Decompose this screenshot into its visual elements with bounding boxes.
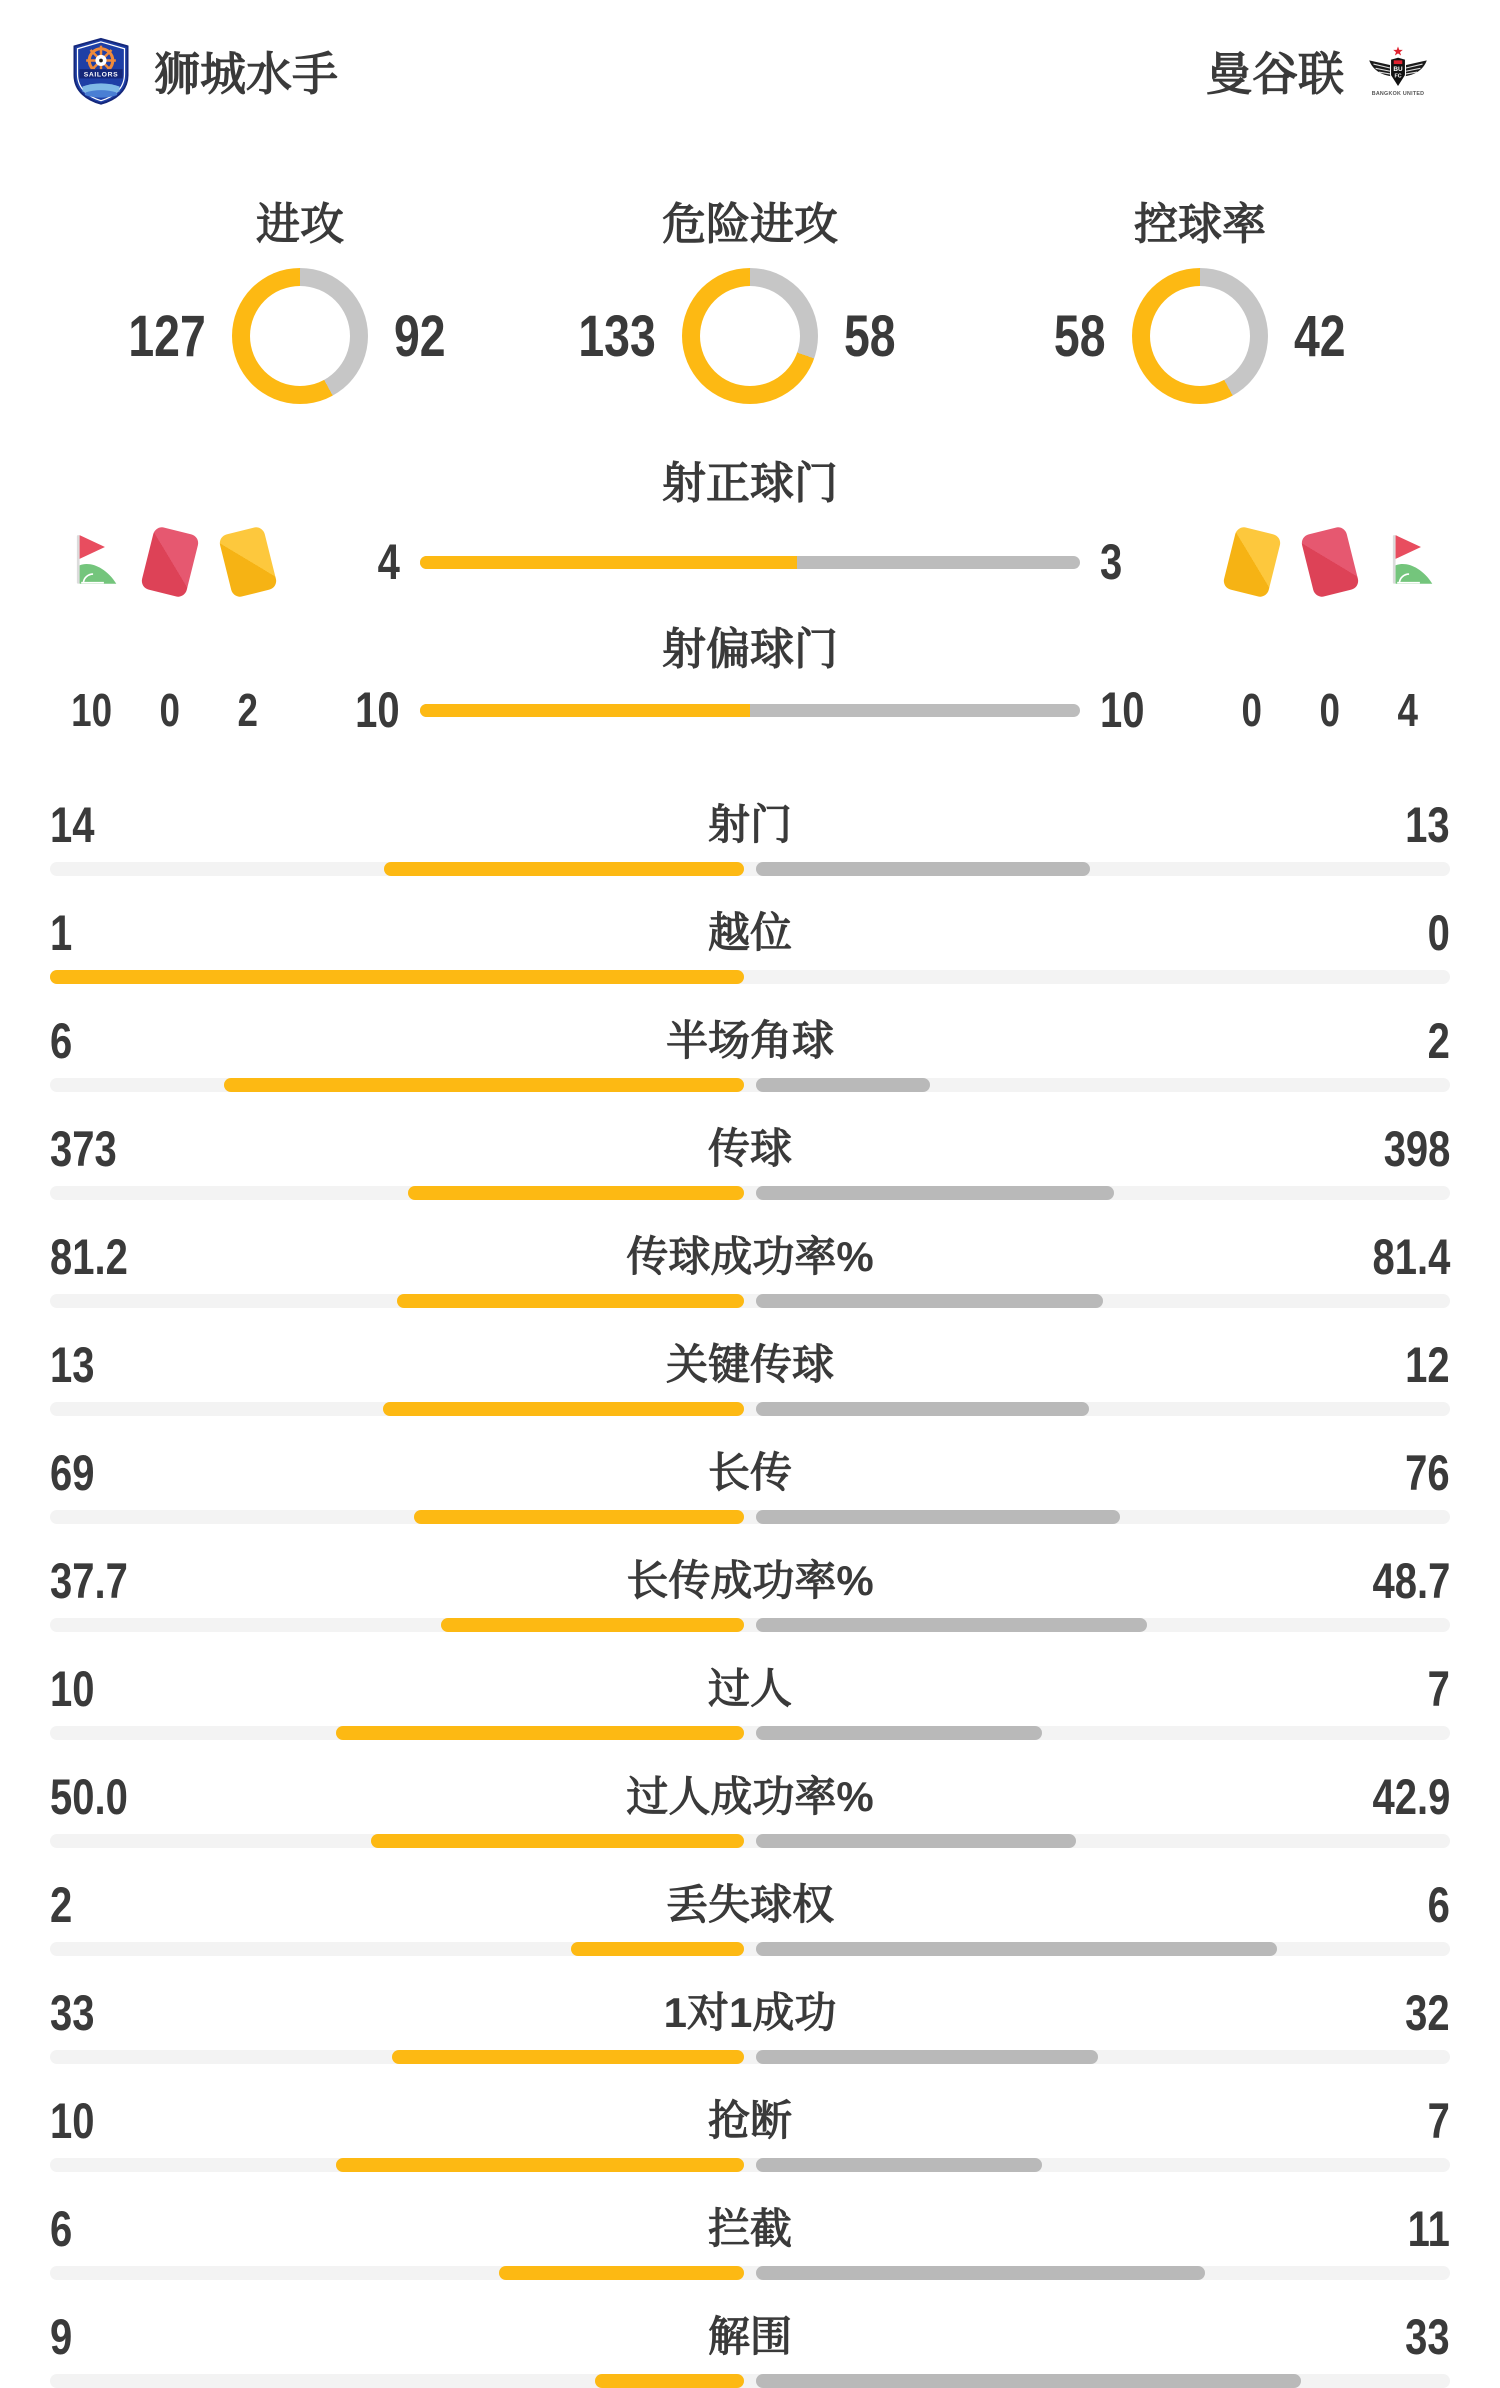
stat-row	[50, 1662, 1450, 1740]
stat-away-value: 12	[1405, 1337, 1450, 1393]
stat-away-value: 42.9	[1372, 1769, 1450, 1825]
donut-home-value: 127	[128, 303, 206, 369]
shots-on-target-home-value: 4	[377, 534, 400, 590]
away-yellow-cards-count: 0	[1241, 684, 1263, 736]
stat-home-value: 2	[50, 1877, 73, 1933]
stat-label: 传球	[707, 1125, 792, 1172]
corner-flag-icon	[1381, 514, 1435, 611]
svg-text:SAILORS: SAILORS	[83, 71, 119, 79]
shots-section	[0, 456, 1500, 742]
stat-label: 解围	[707, 2313, 792, 2360]
shots-off-target-title: 射偏球门	[662, 625, 838, 674]
stat-label: 过人	[707, 1665, 792, 1712]
stat-label: 射门	[707, 801, 792, 848]
stat-label: 越位	[707, 909, 792, 956]
team-away	[1206, 38, 1430, 104]
stat-home-value: 37.7	[50, 1553, 128, 1609]
corner-flag-icon	[65, 514, 119, 611]
stat-row	[50, 1770, 1450, 1848]
stat-row	[50, 1014, 1450, 1092]
stat-bar-chart	[50, 2158, 1450, 2172]
stat-home-value: 10	[50, 1661, 95, 1717]
stat-label: 抢断	[707, 2097, 792, 2144]
stat-away-value: 398	[1383, 1121, 1450, 1177]
stat-home-value: 14	[50, 797, 95, 853]
stat-row	[50, 1554, 1450, 1632]
stat-home-value: 6	[50, 1013, 73, 1069]
shots-on-target-away-value: 3	[1100, 534, 1123, 590]
stat-home-value: 13	[50, 1337, 95, 1393]
team-away-logo-icon	[1366, 41, 1430, 101]
stat-row	[50, 1338, 1450, 1416]
stat-row	[50, 1986, 1450, 2064]
stat-label: 半场角球	[665, 1017, 834, 1064]
stat-home-value: 6	[50, 2201, 73, 2257]
stat-label: 关键传球	[665, 1341, 834, 1388]
yellow-card-icon	[218, 525, 278, 598]
stat-home-value: 10	[50, 2093, 95, 2149]
shots-on-target-bar	[420, 556, 1080, 569]
stat-row	[50, 906, 1450, 984]
red-card-icon	[1300, 525, 1360, 598]
team-away-name: 曼谷联	[1206, 48, 1344, 100]
stat-row	[50, 2202, 1450, 2280]
stat-away-value: 48.7	[1372, 1553, 1450, 1609]
stat-home-value: 50.0	[50, 1769, 128, 1825]
donut-title: 危险进攻	[662, 200, 838, 249]
stat-away-value: 33	[1405, 2309, 1450, 2365]
stat-home-value: 33	[50, 1985, 95, 2041]
stat-bar-chart	[50, 1186, 1450, 1200]
donut-home-value: 133	[578, 303, 656, 369]
stat-label: 拦截	[707, 2205, 792, 2252]
stat-home-value: 373	[50, 1121, 117, 1177]
donut-ring-chart	[1132, 268, 1268, 404]
stat-row	[50, 798, 1450, 876]
team-home-name: 狮城水手	[154, 48, 338, 100]
stat-bar-chart	[50, 2266, 1450, 2280]
stat-away-value: 32	[1405, 1985, 1450, 2041]
yellow-card-icon	[1222, 525, 1282, 598]
shots-on-target-title: 射正球门	[662, 459, 838, 508]
donut-group	[986, 188, 1414, 404]
donut-title: 控球率	[1134, 200, 1266, 249]
stat-bar-chart	[50, 1834, 1450, 1848]
stat-bar-chart	[50, 1402, 1450, 1416]
donut-section	[0, 188, 1500, 404]
stat-row	[50, 1230, 1450, 1308]
stat-home-value: 69	[50, 1445, 95, 1501]
stat-bar-chart	[50, 1726, 1450, 1740]
stat-bar-chart	[50, 1618, 1450, 1632]
shots-off-target-home-value: 10	[355, 682, 400, 738]
team-home	[70, 37, 338, 105]
red-card-icon	[140, 525, 200, 598]
stat-bar-chart	[50, 970, 1450, 984]
home-yellow-cards-count: 2	[237, 684, 259, 736]
stat-away-value: 76	[1405, 1445, 1450, 1501]
stat-away-value: 0	[1427, 905, 1450, 961]
stat-home-value: 9	[50, 2309, 73, 2365]
stat-label: 传球成功率%	[626, 1233, 874, 1280]
stat-away-value: 13	[1405, 797, 1450, 853]
stat-bar-chart	[50, 1942, 1450, 1956]
stat-row	[50, 1122, 1450, 1200]
svg-text:BANGKOK UNITED: BANGKOK UNITED	[1371, 91, 1425, 97]
stat-label: 长传	[707, 1449, 792, 1496]
stat-label: 长传成功率%	[626, 1557, 874, 1604]
donut-title: 进攻	[256, 200, 344, 249]
stat-bar-chart	[50, 2374, 1450, 2388]
shots-off-target-bar	[420, 704, 1080, 717]
stat-home-value: 1	[50, 905, 73, 961]
stat-away-value: 11	[1407, 2201, 1450, 2257]
stat-row	[50, 1878, 1450, 1956]
home-corners-count: 10	[71, 684, 113, 736]
donut-away-value: 92	[394, 303, 446, 369]
stat-row	[50, 2094, 1450, 2172]
stat-bar-chart	[50, 1078, 1450, 1092]
stat-label: 过人成功率%	[626, 1773, 874, 1820]
header	[0, 0, 1500, 112]
svg-text:BU: BU	[1393, 66, 1403, 73]
home-red-cards-count: 0	[159, 684, 181, 736]
shots-off-target-away-value: 10	[1100, 682, 1145, 738]
donut-ring-chart	[232, 268, 368, 404]
stat-label: 1对1成功	[663, 1989, 837, 2036]
team-home-logo-icon	[70, 37, 132, 105]
stat-away-value: 7	[1427, 1661, 1450, 1717]
donut-group	[536, 188, 964, 404]
stats-list	[0, 798, 1500, 2388]
donut-group	[86, 188, 514, 404]
donut-away-value: 42	[1294, 303, 1346, 369]
stat-bar-chart	[50, 862, 1450, 876]
away-red-cards-count: 0	[1319, 684, 1341, 736]
donut-ring-chart	[682, 268, 818, 404]
stat-row	[50, 1446, 1450, 1524]
stat-away-value: 7	[1427, 2093, 1450, 2149]
stat-bar-chart	[50, 1510, 1450, 1524]
stat-row	[50, 2310, 1450, 2388]
donut-home-value: 58	[1054, 303, 1106, 369]
stat-away-value: 2	[1427, 1013, 1450, 1069]
away-corners-count: 4	[1397, 684, 1419, 736]
stat-bar-chart	[50, 1294, 1450, 1308]
svg-text:FC: FC	[1394, 73, 1402, 80]
stat-away-value: 6	[1427, 1877, 1450, 1933]
stat-bar-chart	[50, 2050, 1450, 2064]
stat-away-value: 81.4	[1372, 1229, 1450, 1285]
donut-away-value: 58	[844, 303, 896, 369]
stat-home-value: 81.2	[50, 1229, 128, 1285]
stat-label: 丢失球权	[665, 1881, 834, 1928]
